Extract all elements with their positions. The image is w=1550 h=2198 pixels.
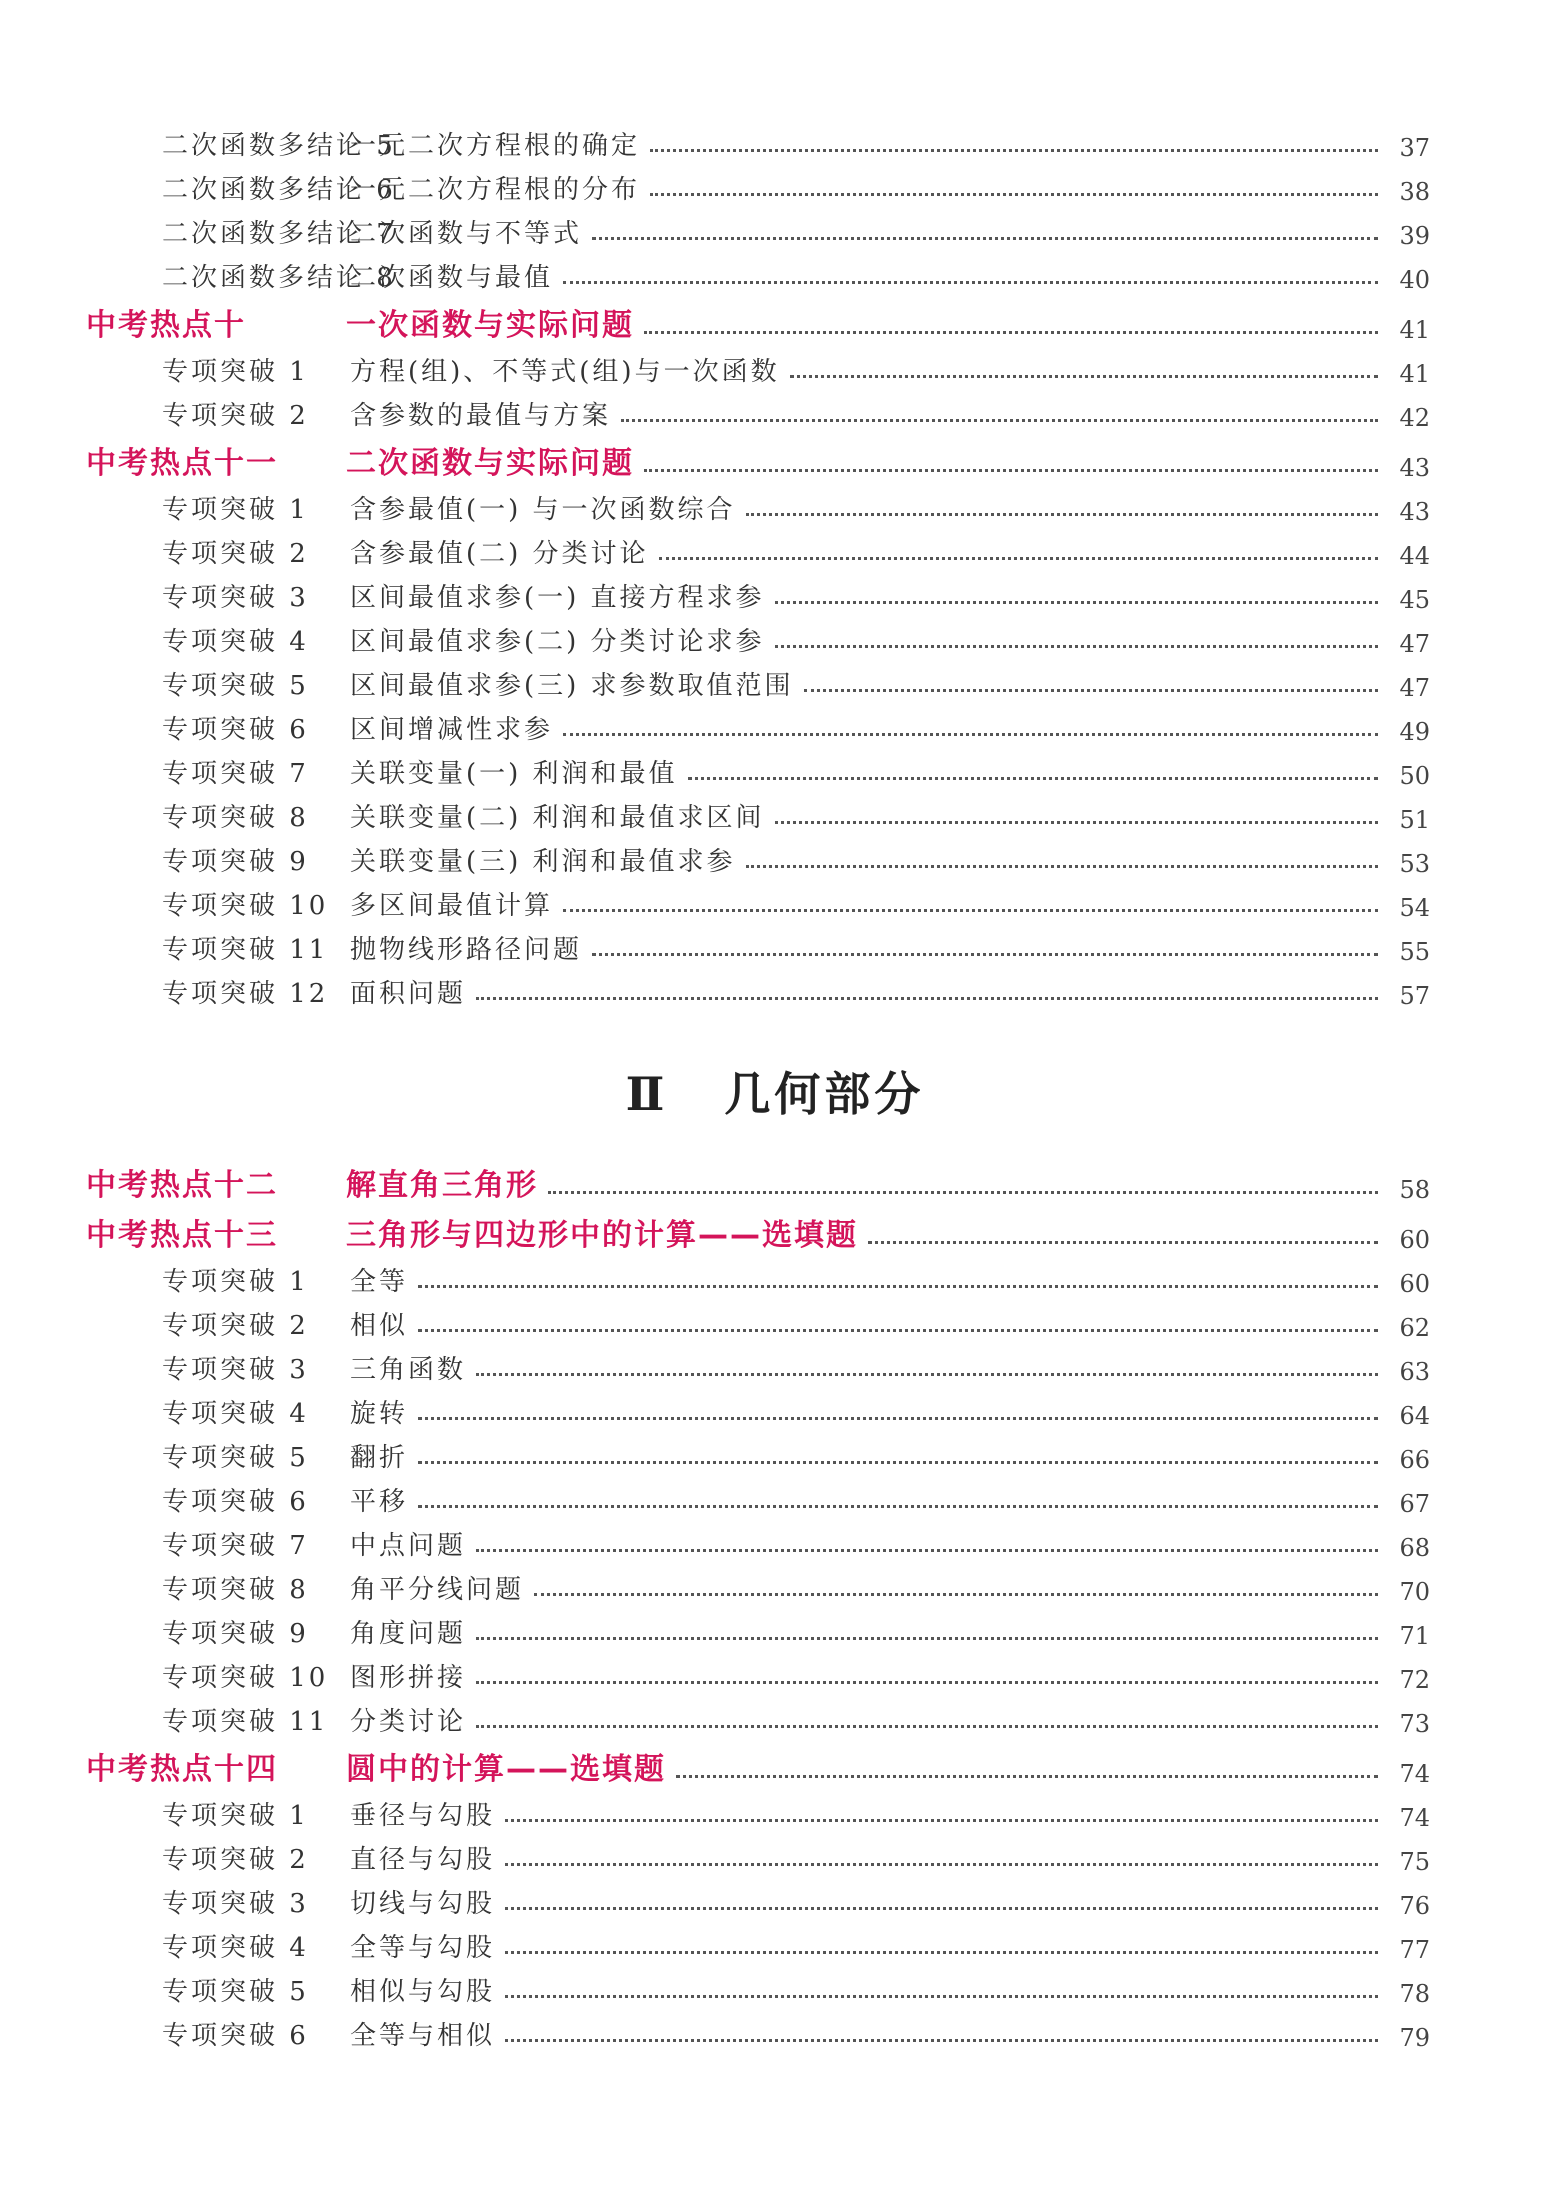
toc-subentry[interactable] [0, 1650, 1550, 1694]
page-number: 60 [1399, 1270, 1430, 1298]
entry-number: 专项突破 11 [162, 1707, 329, 1737]
dot-leader [534, 1593, 1378, 1596]
page-number: 79 [1399, 2024, 1430, 2052]
entry-title: 一元二次方程根的确定 [350, 131, 641, 161]
page-number: 77 [1399, 1936, 1430, 1964]
page-number: 74 [1399, 1804, 1430, 1832]
entry-title: 二次函数与不等式 [350, 219, 583, 249]
entry-title: 角度问题 [350, 1619, 467, 1649]
dot-leader [592, 237, 1378, 240]
entry-title: 区间最值求参(二) 分类讨论求参 [350, 627, 765, 657]
chapter-title: 三角形与四边形中的计算——选填题 [346, 1218, 858, 1253]
toc-chapter-entry[interactable] [0, 1738, 1550, 1788]
page-number: 54 [1399, 894, 1430, 922]
entry-number: 专项突破 2 [162, 1311, 309, 1341]
toc-subentry[interactable] [0, 1876, 1550, 1920]
toc-chapter-entry[interactable] [0, 1154, 1550, 1204]
page-number: 71 [1399, 1622, 1430, 1650]
page-number: 64 [1399, 1402, 1430, 1430]
entry-number: 专项突破 1 [162, 1801, 309, 1831]
entry-title: 分类讨论 [350, 1707, 467, 1737]
dot-leader [505, 1819, 1378, 1822]
page-number: 70 [1399, 1578, 1430, 1606]
dot-leader [476, 1637, 1378, 1640]
toc-subentry[interactable] [0, 746, 1550, 790]
entry-title: 关联变量(二) 利润和最值求区间 [350, 803, 765, 833]
entry-title: 含参最值(二) 分类讨论 [350, 539, 649, 569]
entry-number: 专项突破 12 [162, 979, 329, 1009]
dot-leader [476, 1549, 1378, 1552]
dot-leader [563, 281, 1378, 284]
dot-leader [505, 1951, 1378, 1954]
dot-leader [505, 1995, 1378, 1998]
toc-subentry[interactable] [0, 250, 1550, 294]
toc-subentry[interactable] [0, 1694, 1550, 1738]
dot-leader [418, 1329, 1378, 1332]
entry-number: 专项突破 3 [162, 1889, 309, 1919]
chapter-title: 二次函数与实际问题 [346, 446, 634, 481]
page-number: 51 [1399, 806, 1430, 834]
dot-leader [476, 1681, 1378, 1684]
entry-title: 面积问题 [350, 979, 467, 1009]
page-number: 41 [1399, 316, 1430, 344]
page-number: 55 [1399, 938, 1430, 966]
entry-number: 专项突破 1 [162, 357, 309, 387]
entry-number: 专项突破 1 [162, 1267, 309, 1297]
section-title-text: 几何部分 [724, 1067, 925, 1121]
dot-leader [659, 557, 1378, 560]
entry-number: 专项突破 8 [162, 1575, 309, 1605]
entry-number: 专项突破 7 [162, 1531, 309, 1561]
toc-subentry[interactable] [0, 614, 1550, 658]
chapter-number: 中考热点十 [86, 308, 246, 343]
entry-number: 专项突破 5 [162, 1977, 309, 2007]
page-number: 76 [1399, 1892, 1430, 1920]
toc-section-two [0, 1154, 1550, 2052]
toc-subentry[interactable] [0, 1964, 1550, 2008]
toc-subentry[interactable] [0, 482, 1550, 526]
toc-subentry[interactable] [0, 1920, 1550, 1964]
dot-leader [868, 1241, 1378, 1244]
dot-leader [775, 645, 1378, 648]
entry-number: 二次函数多结论 8 [162, 263, 396, 293]
dot-leader [505, 1907, 1378, 1910]
entry-title: 区间最值求参(一) 直接方程求参 [350, 583, 765, 613]
chapter-title: 解直角三角形 [346, 1168, 538, 1203]
entry-number: 二次函数多结论 6 [162, 175, 396, 205]
entry-number: 专项突破 1 [162, 495, 309, 525]
page-number: 67 [1399, 1490, 1430, 1518]
toc-subentry[interactable] [0, 790, 1550, 834]
dot-leader [418, 1461, 1378, 1464]
dot-leader [775, 601, 1378, 604]
toc-subentry[interactable] [0, 570, 1550, 614]
entry-number: 专项突破 6 [162, 715, 309, 745]
toc-subentry[interactable] [0, 1386, 1550, 1430]
page-number: 68 [1399, 1534, 1430, 1562]
page-number: 66 [1399, 1446, 1430, 1474]
page-number: 39 [1399, 222, 1430, 250]
page-number: 60 [1399, 1226, 1430, 1254]
page-number: 38 [1399, 178, 1430, 206]
entry-number: 专项突破 4 [162, 1399, 309, 1429]
page-number: 74 [1399, 1760, 1430, 1788]
dot-leader [644, 469, 1378, 472]
toc-subentry[interactable] [0, 966, 1550, 1010]
chapter-number: 中考热点十四 [86, 1752, 278, 1787]
entry-title: 旋转 [350, 1399, 409, 1429]
entry-title: 垂径与勾股 [350, 1801, 496, 1831]
chapter-number: 中考热点十三 [86, 1218, 278, 1253]
entry-number: 专项突破 2 [162, 401, 309, 431]
toc-chapter-entry[interactable] [0, 1204, 1550, 1254]
page-number: 42 [1399, 404, 1430, 432]
entry-title: 方程(组)、不等式(组)与一次函数 [350, 357, 780, 387]
entry-number: 专项突破 5 [162, 1443, 309, 1473]
entry-number: 专项突破 11 [162, 935, 329, 965]
entry-number: 专项突破 9 [162, 1619, 309, 1649]
entry-title: 全等与勾股 [350, 1933, 496, 1963]
entry-title: 直径与勾股 [350, 1845, 496, 1875]
entry-title: 关联变量(三) 利润和最值求参 [350, 847, 736, 877]
entry-title: 图形拼接 [350, 1663, 467, 1693]
entry-title: 一元二次方程根的分布 [350, 175, 641, 205]
chapter-number: 中考热点十二 [86, 1168, 278, 1203]
toc-subentry[interactable] [0, 1298, 1550, 1342]
toc-subentry[interactable] [0, 658, 1550, 702]
toc-subentry[interactable] [0, 1562, 1550, 1606]
entry-number: 二次函数多结论 5 [162, 131, 396, 161]
toc-subentry[interactable] [0, 162, 1550, 206]
entry-title: 中点问题 [350, 1531, 467, 1561]
entry-title: 切线与勾股 [350, 1889, 496, 1919]
dot-leader [676, 1775, 1378, 1778]
dot-leader [775, 821, 1378, 824]
toc-subentry[interactable] [0, 922, 1550, 966]
toc-subentry[interactable] [0, 388, 1550, 432]
chapter-title: 一次函数与实际问题 [346, 308, 634, 343]
entry-title: 翻折 [350, 1443, 409, 1473]
entry-title: 区间增减性求参 [350, 715, 554, 745]
entry-title: 含参最值(一) 与一次函数综合 [350, 495, 736, 525]
page-number: 40 [1399, 266, 1430, 294]
toc-subentry[interactable] [0, 1788, 1550, 1832]
toc-subentry[interactable] [0, 1254, 1550, 1298]
toc-subentry[interactable] [0, 878, 1550, 922]
dot-leader [505, 2039, 1378, 2042]
page-number: 63 [1399, 1358, 1430, 1386]
toc-subentry[interactable] [0, 206, 1550, 250]
page-number: 57 [1399, 982, 1430, 1010]
dot-leader [621, 419, 1378, 422]
entry-title: 相似与勾股 [350, 1977, 496, 2007]
dot-leader [418, 1505, 1378, 1508]
entry-title: 多区间最值计算 [350, 891, 554, 921]
section-numeral: Ⅱ [625, 1067, 669, 1121]
entry-number: 专项突破 5 [162, 671, 309, 701]
dot-leader [804, 689, 1378, 692]
entry-number: 专项突破 8 [162, 803, 309, 833]
dot-leader [548, 1191, 1378, 1194]
entry-title: 含参数的最值与方案 [350, 401, 612, 431]
toc-subentry[interactable] [0, 1430, 1550, 1474]
page-number: 62 [1399, 1314, 1430, 1342]
toc-subentry[interactable] [0, 834, 1550, 878]
dot-leader [476, 1725, 1378, 1728]
entry-title: 区间最值求参(三) 求参数取值范围 [350, 671, 794, 701]
entry-number: 专项突破 2 [162, 1845, 309, 1875]
page-number: 45 [1399, 586, 1430, 614]
entry-number: 专项突破 4 [162, 1933, 309, 1963]
dot-leader [505, 1863, 1378, 1866]
toc-chapter-entry[interactable] [0, 294, 1550, 344]
section-title [0, 1058, 1550, 1124]
entry-title: 角平分线问题 [350, 1575, 525, 1605]
entry-number: 专项突破 2 [162, 539, 309, 569]
dot-leader [644, 331, 1378, 334]
page-number: 37 [1399, 134, 1430, 162]
dot-leader [746, 865, 1378, 868]
entry-number: 专项突破 6 [162, 1487, 309, 1517]
toc-subentry[interactable] [0, 1342, 1550, 1386]
page-number: 44 [1399, 542, 1430, 570]
entry-title: 二次函数与最值 [350, 263, 554, 293]
entry-number: 专项突破 4 [162, 627, 309, 657]
page-number: 49 [1399, 718, 1430, 746]
entry-number: 专项突破 6 [162, 2021, 309, 2051]
page-number: 53 [1399, 850, 1430, 878]
dot-leader [650, 193, 1378, 196]
page-number: 72 [1399, 1666, 1430, 1694]
chapter-number: 中考热点十一 [86, 446, 278, 481]
page-number: 43 [1399, 498, 1430, 526]
entry-title: 相似 [350, 1311, 409, 1341]
dot-leader [418, 1417, 1378, 1420]
entry-number: 专项突破 10 [162, 891, 329, 921]
toc-chapter-entry[interactable] [0, 432, 1550, 482]
toc-subentry[interactable] [0, 1518, 1550, 1562]
chapter-title: 圆中的计算——选填题 [346, 1752, 666, 1787]
page-number: 43 [1399, 454, 1430, 482]
entry-title: 关联变量(一) 利润和最值 [350, 759, 678, 789]
entry-title: 平移 [350, 1487, 409, 1517]
dot-leader [592, 953, 1378, 956]
page-number: 58 [1399, 1176, 1430, 1204]
toc-subentry[interactable] [0, 526, 1550, 570]
dot-leader [688, 777, 1378, 780]
entry-number: 专项突破 3 [162, 1355, 309, 1385]
entry-number: 专项突破 10 [162, 1663, 329, 1693]
page-number: 41 [1399, 360, 1430, 388]
entry-number: 专项突破 3 [162, 583, 309, 613]
entry-title: 三角函数 [350, 1355, 467, 1385]
toc-subentry[interactable] [0, 1606, 1550, 1650]
dot-leader [418, 1285, 1378, 1288]
toc-section-one [0, 118, 1550, 1010]
page-number: 75 [1399, 1848, 1430, 1876]
dot-leader [563, 733, 1378, 736]
page-number: 47 [1399, 630, 1430, 658]
toc-subentry[interactable] [0, 1474, 1550, 1518]
entry-number: 专项突破 7 [162, 759, 309, 789]
toc-subentry[interactable] [0, 702, 1550, 746]
dot-leader [746, 513, 1378, 516]
entry-number: 二次函数多结论 7 [162, 219, 396, 249]
entry-title: 全等 [350, 1267, 409, 1297]
toc-subentry[interactable] [0, 1832, 1550, 1876]
entry-title: 全等与相似 [350, 2021, 496, 2051]
dot-leader [650, 149, 1378, 152]
toc-subentry[interactable] [0, 118, 1550, 162]
toc-subentry[interactable] [0, 344, 1550, 388]
dot-leader [476, 1373, 1378, 1376]
dot-leader [563, 909, 1378, 912]
dot-leader [790, 375, 1378, 378]
entry-title: 抛物线形路径问题 [350, 935, 583, 965]
entry-number: 专项突破 9 [162, 847, 309, 877]
dot-leader [476, 997, 1378, 1000]
page-number: 47 [1399, 674, 1430, 702]
page-number: 78 [1399, 1980, 1430, 2008]
page-number: 73 [1399, 1710, 1430, 1738]
page-number: 50 [1399, 762, 1430, 790]
toc-subentry[interactable] [0, 2008, 1550, 2052]
